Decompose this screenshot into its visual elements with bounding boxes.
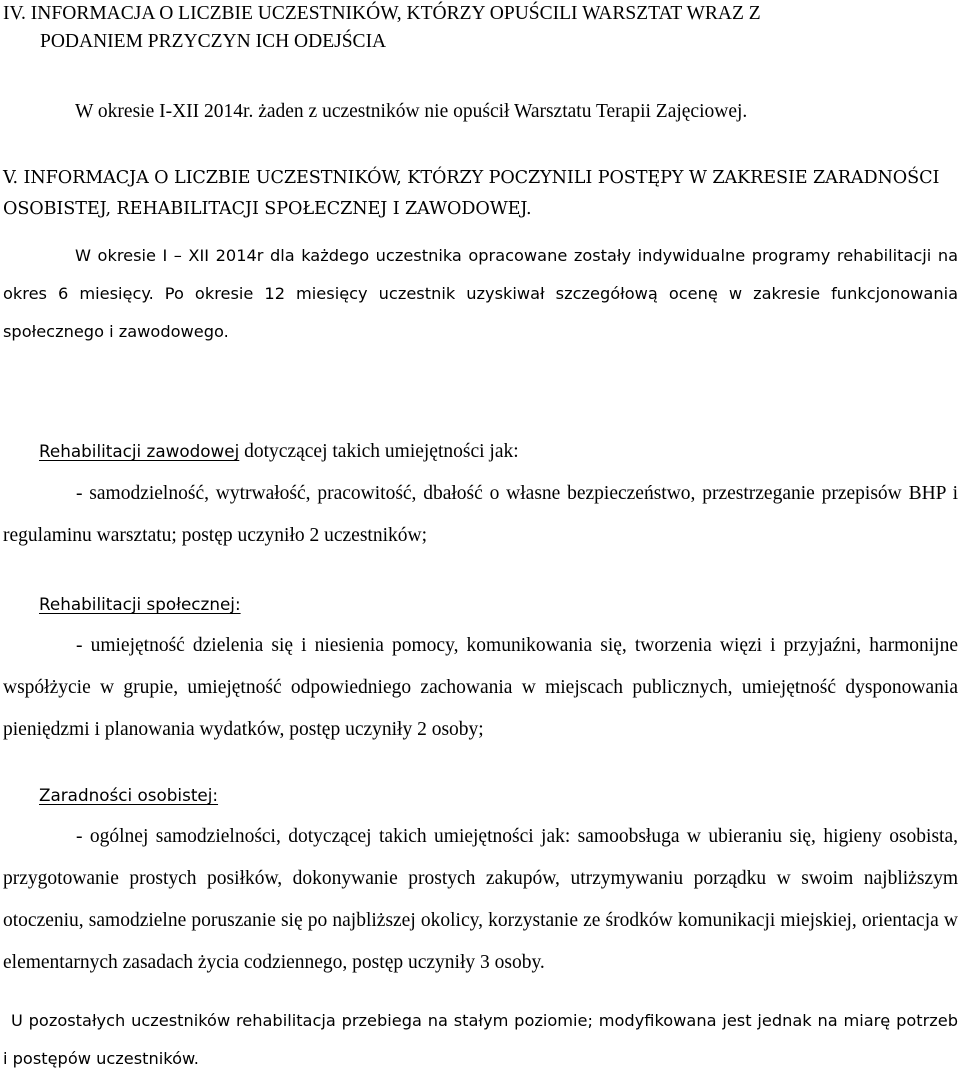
self-care-heading: Zaradności osobistej: — [39, 785, 219, 805]
vocational-heading-bold: Rehabilitacji zawodowej — [39, 441, 240, 461]
vocational-heading-rest: dotyczącej takich umiejętności jak: — [239, 441, 519, 462]
social-item: - umiejętność dzielenia się i niesienia pomocy, komunikowania się, tworzenia więzi i przyjaźni, harmonijne współżycie w grupie, umiejętność odpowiedniego zachowania w miejscach publicznych, umiejętność dysponowania pieniędzmi i planowania wydatków, postęp uczyniły 2 osoby; — [3, 635, 958, 740]
self-care — [3, 774, 958, 984]
section-4-title-line2: PODANIEM PRZYCZYN ICH ODEJŚCIA — [40, 31, 387, 52]
vocational-heading — [3, 430, 958, 473]
section-5-title: V. INFORMACJA O LICZBIE UCZESTNIKÓW, KTÓRZY POCZYNILI POSTĘPY W ZAKRESIE ZARADNOŚCI OSOBISTEJ, REHABILITACJI SPOŁECZNEJ I ZAWODOWEJ. — [3, 168, 940, 219]
social-heading: Rehabilitacji społecznej: — [39, 594, 241, 614]
section-4-title — [3, 0, 955, 56]
self-care-item: - ogólnej samodzielności, dotyczącej takich umiejętności jak: samoobsługa w ubieraniu się, higieny osobista, przygotowanie prostych posiłków, dokonywanie prostych zakupów, utrzymywaniu porządku w swoim najbliższym otoczeniu, samodzielne poruszanie się po najbliższej okolicy, korzystanie ze środków komunikacji miejskiej, orientacja w elementarnych zasadach życia codziennego, postęp uczyniły 3 osoby. — [3, 826, 958, 973]
closing-paragraph: U pozostałych uczestników rehabilitacja przebiega na stałym poziomie; modyfikowana jest jednak na miarę potrzeb i postępów uczestników. — [3, 1011, 958, 1068]
section-4-body: W okresie I-XII 2014r. żaden z uczestników nie opuścił Warsztatu Terapii Zajęciowej. — [75, 101, 748, 122]
social-rehabilitation — [3, 583, 958, 751]
vocational-item: - samodzielność, wytrwałość, pracowitość, dbałość o własne bezpieczeństwo, przestrzeganie przepisów BHP i regulaminu warsztatu; postęp uczyniło 2 uczestników; — [3, 483, 958, 546]
section-4-title-line1: IV. INFORMACJA O LICZBIE UCZESTNIKÓW, KTÓRZY OPUŚCILI WARSZTAT WRAZ Z — [3, 3, 761, 24]
vocational-rehabilitation — [3, 430, 958, 557]
section-5-body: W okresie I – XII 2014r dla każdego uczestnika opracowane zostały indywidualne programy rehabilitacji na okres 6 miesięcy. Po okresie 12 miesięcy uczestnik uzyskiwał szczegółową ocenę w zakresie funkcjonowania społecznego i zawodowego. — [3, 246, 958, 341]
